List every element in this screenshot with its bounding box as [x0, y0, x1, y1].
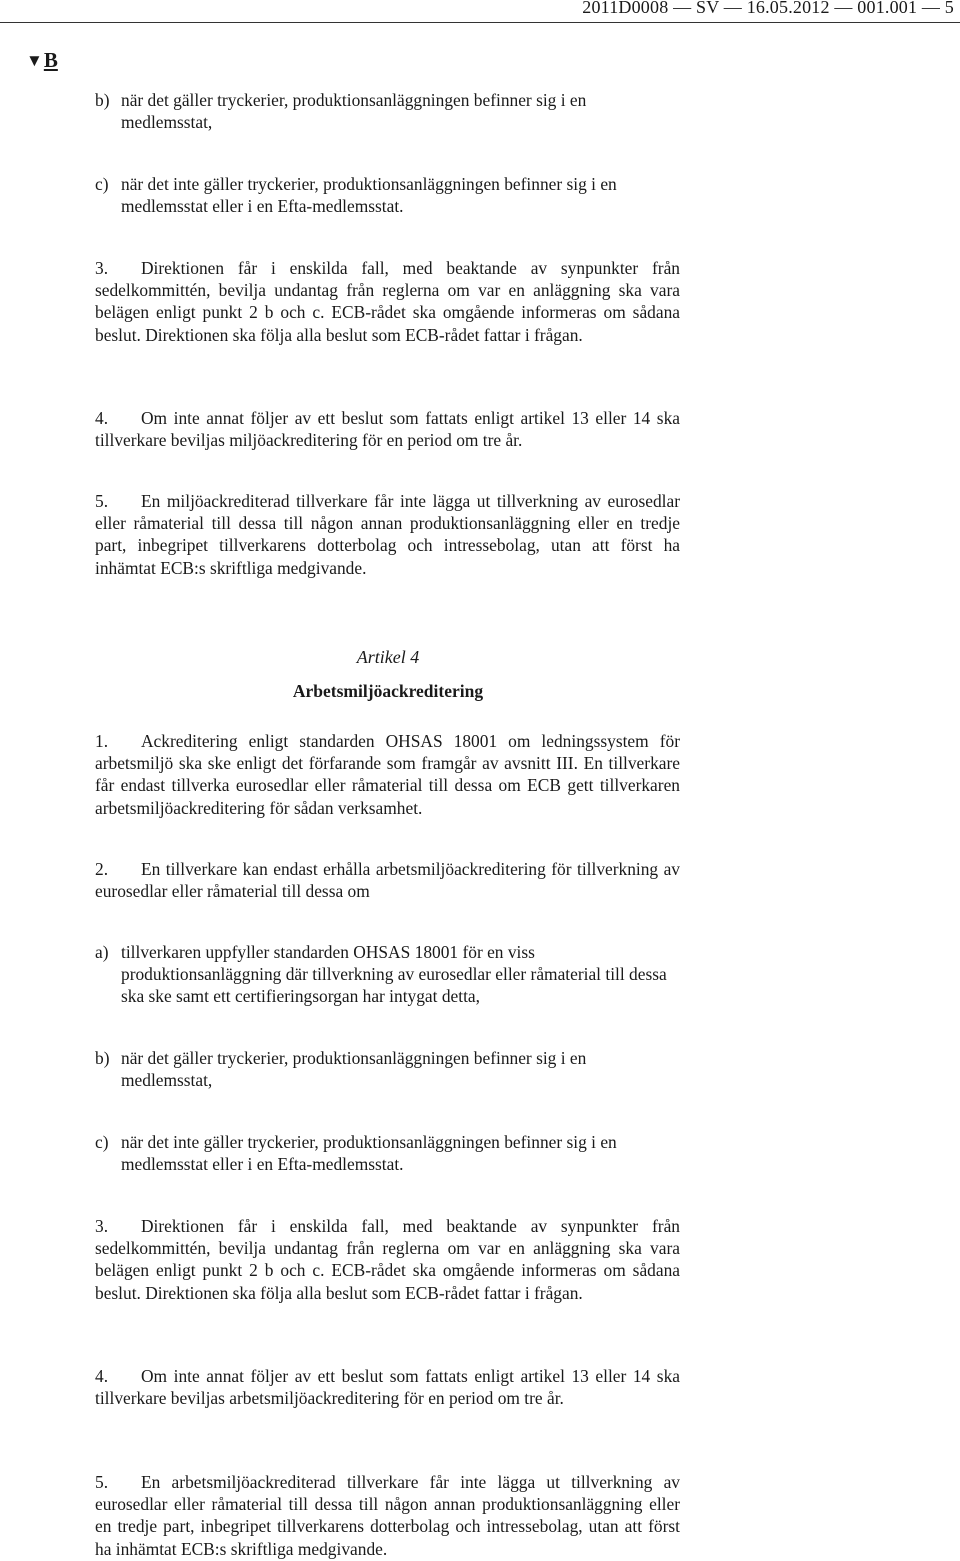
article-paragraph-1	[95, 730, 680, 819]
paragraph-number: 5.	[95, 491, 109, 511]
point-text: när det gäller tryckerier, produktionsanläggningen befinner sig i en medlemsstat,	[121, 90, 587, 133]
paragraph-text: Om inte annat följer av ett beslut som fattats enligt artikel 13 eller 14 ska tillverkare beviljas miljöackreditering för en period om tre år.	[95, 408, 680, 451]
paragraph-number: 5.	[95, 1472, 109, 1492]
paragraph-text: Direktionen får i enskilda fall, med beaktande av synpunkter från sedelkommittén, bevilja undantag från reglerna om var en anläggning ska vara belägen enligt punkt 2 b och c. ECB-rådet ska omgående informeras om sådana beslut. Direktionen ska följa alla beslut som ECB-rådet fattar i frågan.	[95, 1216, 680, 1303]
point-label: c)	[95, 174, 109, 194]
article-paragraph-4	[95, 1365, 680, 1409]
article-point-b	[95, 1047, 680, 1091]
paragraph-text: Ackreditering enligt standarden OHSAS 18001 om ledningssystem för arbetsmiljö ska ske enligt det förfarande som framgår av avsnitt III. En tillverkare får endast tillverka eurosedlar eller råmaterial till dessa om ECB gett tillverkaren arbetsmiljöackreditering för sådan verksamhet.	[95, 731, 680, 818]
point-label: c)	[95, 1132, 109, 1152]
point-text: när det inte gäller tryckerier, produktionsanläggningen befinner sig i en medlemsstat eller i en Efta-medlemsstat.	[121, 1132, 617, 1175]
document-reference: 2011D0008 — SV — 16.05.2012 — 001.001 — 5	[582, 0, 954, 17]
paragraph-number: 4.	[95, 408, 109, 428]
article-paragraph-5	[95, 1471, 680, 1560]
paragraph-5-first	[95, 490, 680, 579]
article-paragraph-2	[95, 858, 680, 902]
paragraph-number: 1.	[95, 731, 109, 751]
paragraph-number: 2.	[95, 859, 109, 879]
paragraph-4-first	[95, 407, 680, 451]
point-label: a)	[95, 942, 109, 962]
article-point-a	[95, 941, 680, 1008]
paragraph-number: 3.	[95, 258, 109, 278]
article-number: Artikel 4	[356, 647, 420, 667]
paragraph-text: En arbetsmiljöackrediterad tillverkare får inte lägga ut tillverkning av eurosedlar eller råmaterial till dessa till någon annan produktionsanläggning eller en tredje part, inbegripet tillverkarens dotterbolag och intressebolag, utan att först ha inhämtat ECB:s skriftliga medgivande.	[95, 1472, 680, 1559]
amendment-marker	[26, 48, 58, 73]
paragraph-text: En tillverkare kan endast erhålla arbetsmiljöackreditering för tillverkning av eurosedlar eller råmaterial till dessa om	[95, 859, 680, 902]
paragraph-3-first	[95, 257, 680, 346]
point-label: b)	[95, 1048, 110, 1068]
marker-letter: B	[43, 48, 58, 72]
point-b-first	[95, 89, 680, 133]
point-text: när det gäller tryckerier, produktionsanläggningen befinner sig i en medlemsstat,	[121, 1048, 587, 1091]
point-c-first	[95, 173, 680, 217]
paragraph-number: 4.	[95, 1366, 109, 1386]
article-paragraph-3	[95, 1215, 680, 1304]
point-text: tillverkaren uppfyller standarden OHSAS 18001 för en viss produktionsanläggning där tillverkning av eurosedlar eller råmaterial till dessa ska ske samt ett certifieringsorgan har intygat detta,	[121, 942, 667, 1007]
running-header	[0, 0, 960, 23]
article-title: Arbetsmiljöackreditering	[292, 681, 484, 701]
triangle-down-icon: ▼	[26, 51, 43, 70]
article-point-c	[95, 1131, 680, 1175]
paragraph-number: 3.	[95, 1216, 109, 1236]
paragraph-text: En miljöackrediterad tillverkare får inte lägga ut tillverkning av eurosedlar eller råmaterial till dessa till någon annan produktionsanläggning eller en tredje part, inbegripet tillverkarens dotterbolag och intressebolag, utan att först ha inhämtat ECB:s skriftliga medgivande.	[95, 491, 680, 578]
point-text: när det inte gäller tryckerier, produktionsanläggningen befinner sig i en medlemsstat eller i en Efta-medlemsstat.	[121, 174, 617, 217]
point-label: b)	[95, 90, 110, 110]
paragraph-text: Om inte annat följer av ett beslut som fattats enligt artikel 13 eller 14 ska tillverkare beviljas arbetsmiljöackreditering för en period om tre år.	[95, 1366, 680, 1409]
paragraph-text: Direktionen får i enskilda fall, med beaktande av synpunkter från sedelkommittén, bevilja undantag från reglerna om var en anläggning ska vara belägen enligt punkt 2 b och c. ECB-rådet ska omgående informeras om sådana beslut. Direktionen ska följa alla beslut som ECB-rådet fattar i frågan.	[95, 258, 680, 345]
